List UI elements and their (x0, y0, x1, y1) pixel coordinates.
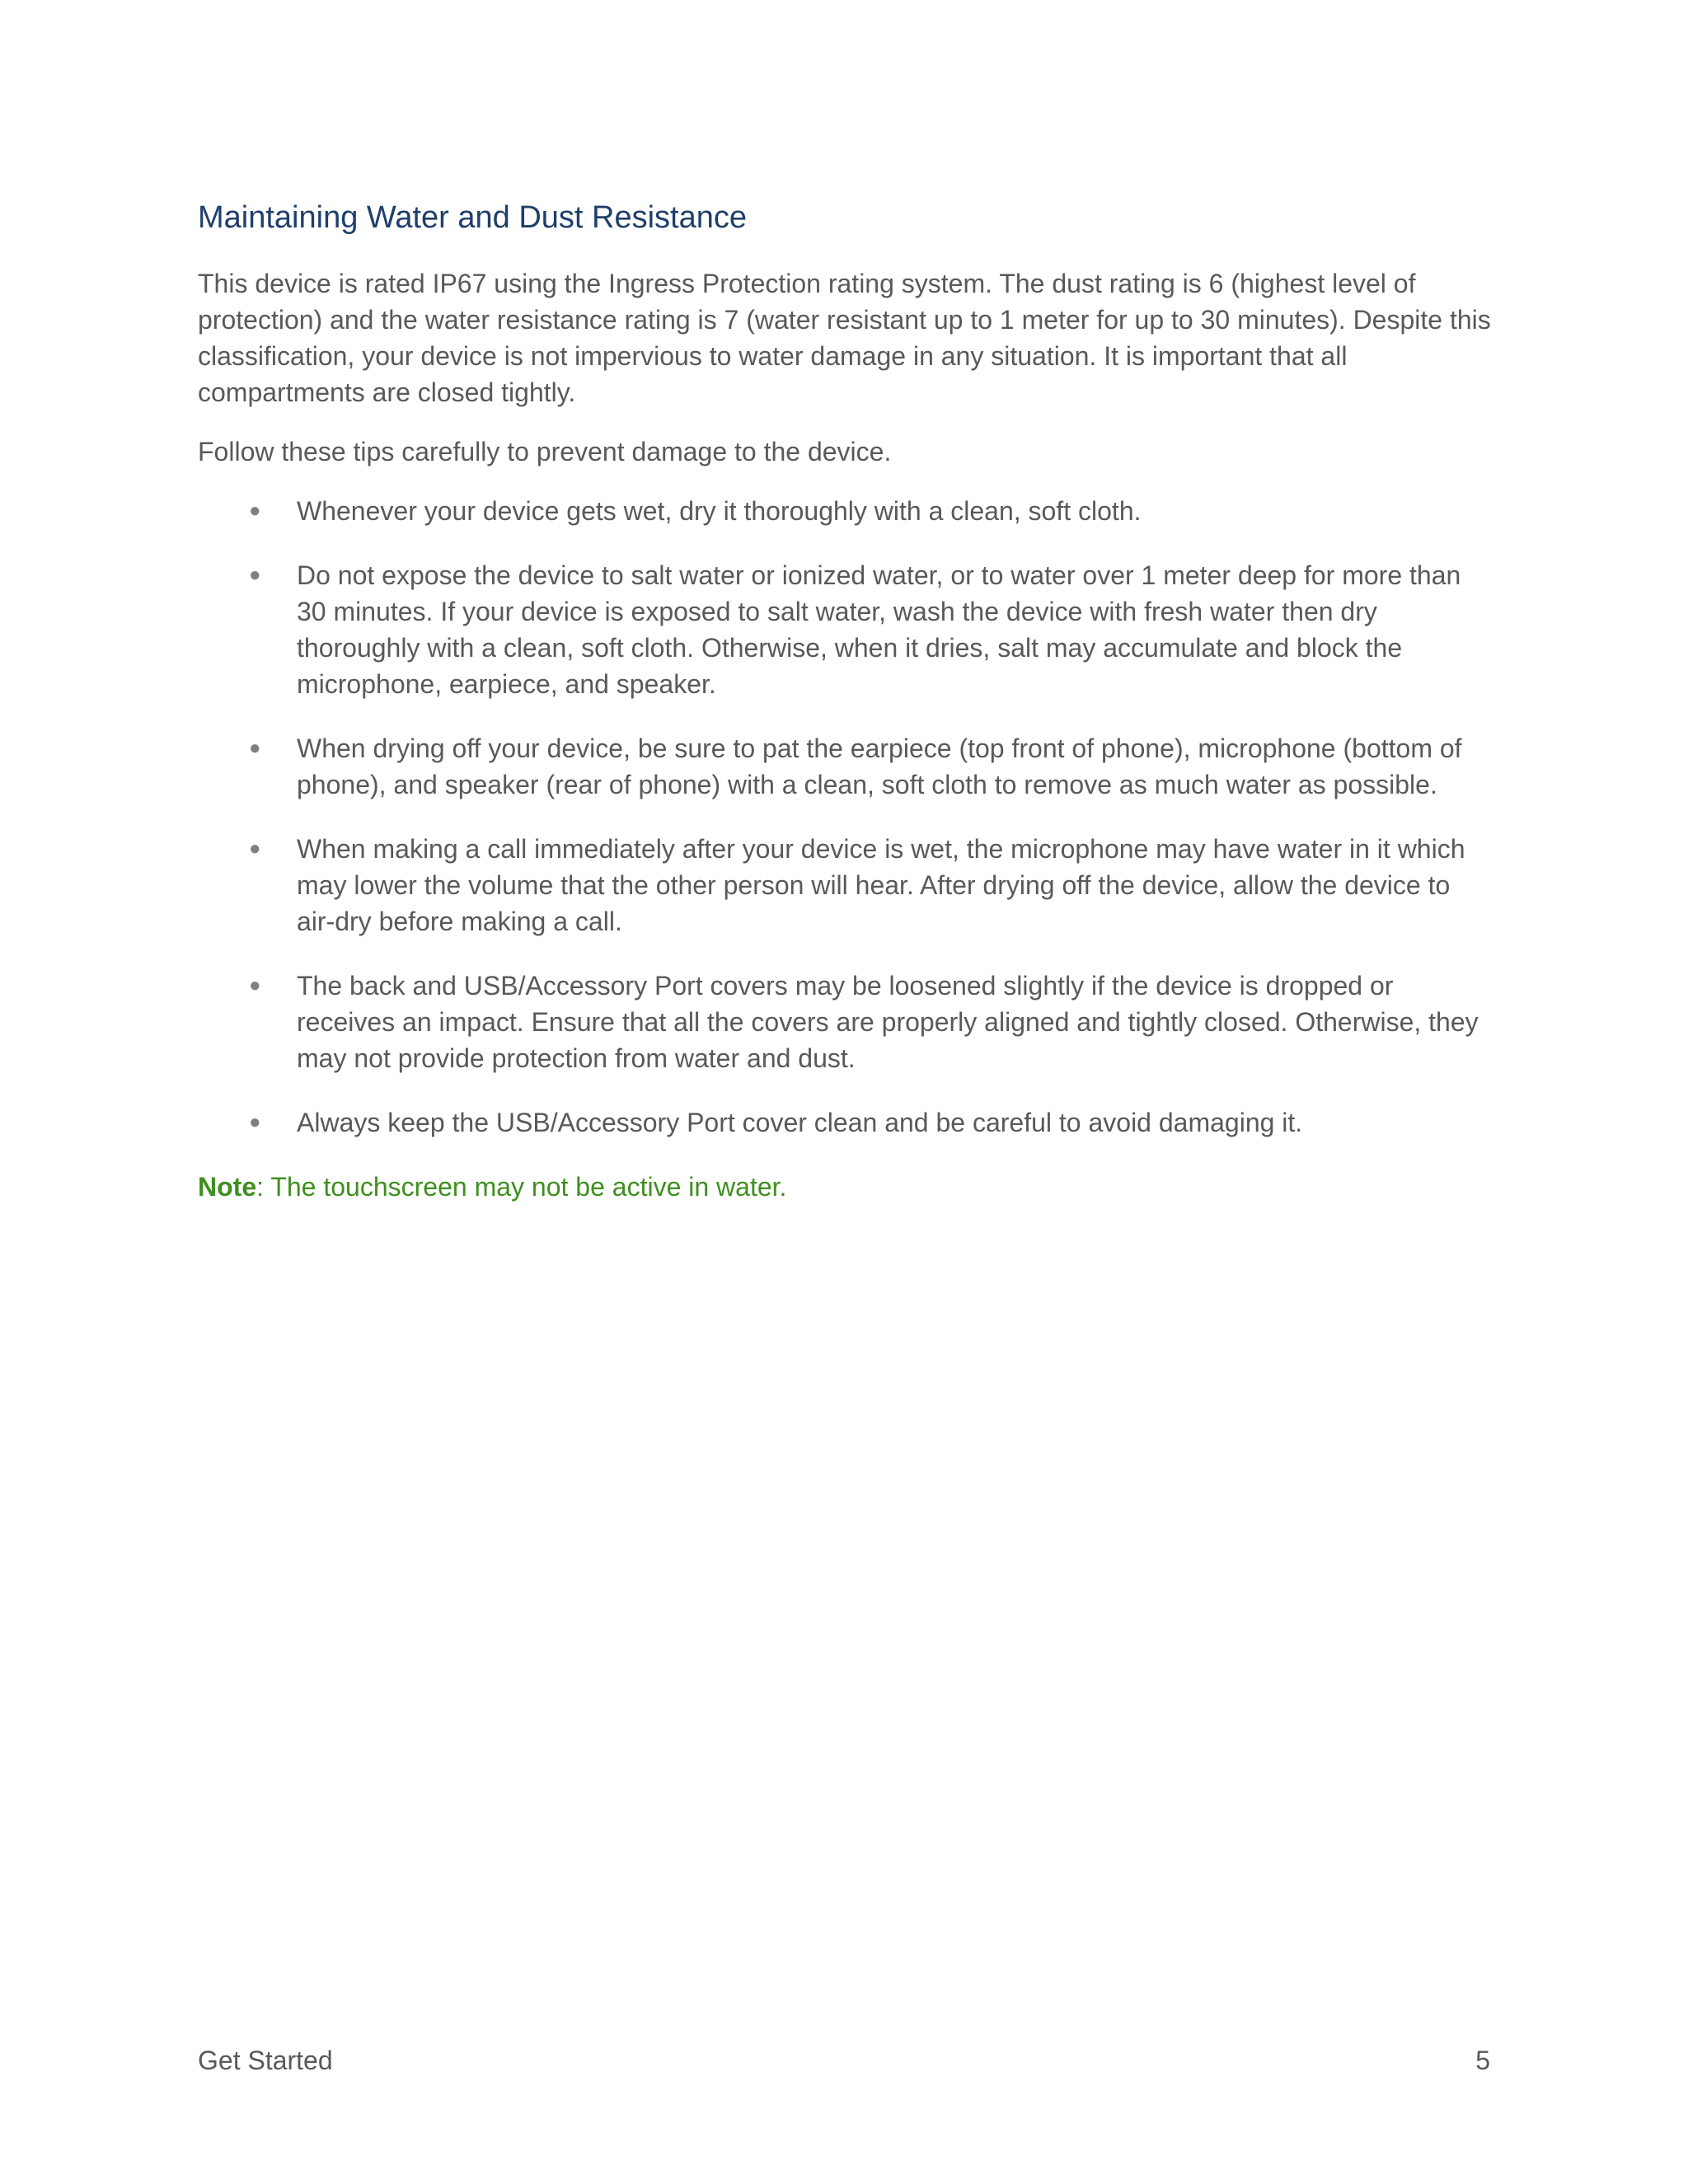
list-item (198, 557, 1492, 702)
page-number: 5 (1475, 2046, 1490, 2075)
tips-list (198, 493, 1492, 1141)
list-item (198, 1104, 1492, 1141)
note-callout (198, 1169, 1492, 1205)
tip-text: When making a call immediately after your device is wet, the microphone may have water in it which may lower the volume that the other person will hear. After drying off the device, allow the device to air-dry before making a call. (297, 834, 1465, 936)
bullet-icon: ● (249, 974, 261, 996)
tip-text: The back and USB/Accessory Port covers may be loosened slightly if the device is dropped or receives an impact. Ensure that all the covers are properly aligned and tightly closed. Otherwise, they may not provide protection from water and dust. (297, 971, 1479, 1073)
list-item (198, 493, 1492, 529)
tip-text: Whenever your device gets wet, dry it thoroughly with a clean, soft cloth. (297, 496, 1142, 526)
note-label: Note (198, 1172, 257, 1202)
bullet-icon: ● (249, 1111, 261, 1133)
list-item (198, 730, 1492, 803)
bullet-icon: ● (249, 837, 261, 860)
intro-paragraph: This device is rated IP67 using the Ingress Protection rating system. The dust rating is 6 (highest level of protection) and the water resistance rating is 7 (water resistant up to 1 meter for up to 30 minutes). Despite this classification, your device is not impervious to water damage in any situation. It is important that all compartments are closed tightly. (198, 269, 1491, 407)
page-content (198, 194, 1492, 1205)
note-text: : The touchscreen may not be active in water. (256, 1172, 787, 1202)
bullet-icon: ● (249, 499, 261, 522)
bullet-icon: ● (249, 564, 261, 586)
tip-text: Do not expose the device to salt water or ionized water, or to water over 1 meter deep for more than 30 minutes. If your device is exposed to salt water, wash the device with fresh water then dry thoroughly with a clean, soft cloth. Otherwise, when it dries, salt may accumulate and block the microphone, earpiece, and speaker. (297, 560, 1461, 699)
section-heading: Maintaining Water and Dust Resistance (198, 200, 748, 235)
tip-text: When drying off your device, be sure to pat the earpiece (top front of phone), microphone (bottom of phone), and speaker (rear of phone) with a clean, soft cloth to remove as much water as possible. (297, 733, 1462, 799)
list-item (198, 831, 1492, 940)
list-item (198, 968, 1492, 1076)
footer-section-name: Get Started (198, 2046, 333, 2075)
bullet-icon: ● (249, 737, 261, 759)
tips-lead-paragraph: Follow these tips carefully to prevent damage to the device. (198, 437, 892, 466)
tip-text: Always keep the USB/Accessory Port cover clean and be careful to avoid damaging it. (297, 1108, 1303, 1137)
